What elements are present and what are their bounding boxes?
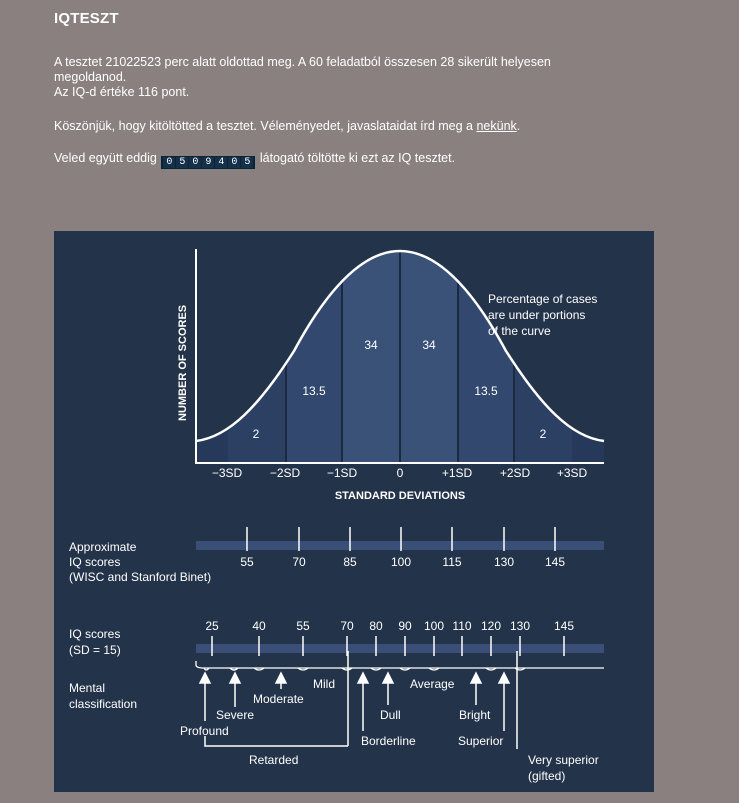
visitors-paragraph: [54, 151, 614, 169]
class-bright: Bright: [459, 708, 491, 722]
thanks-paragraph: [54, 119, 614, 134]
visitors-text-after: látogató töltötte ki ezt az IQ tesztet.: [259, 151, 456, 165]
iq-score: 110: [452, 619, 472, 633]
class-severe: Severe: [216, 708, 255, 722]
approx-score: 85: [343, 555, 357, 569]
bell-curve-diagram: [54, 231, 654, 792]
visitors-text-before: Veled együtt eddig: [54, 151, 157, 165]
region-pct: 2: [539, 427, 547, 441]
region-pct: 2: [252, 427, 260, 441]
classification-brace: [196, 661, 604, 668]
result-time-text: A tesztet 21022523 perc alatt oldottad meg. A 60 feladatból összesen 28 sikerült helyesen megoldanod.: [54, 55, 551, 84]
curve-note-line: of the curve: [488, 324, 551, 338]
approx-score: 100: [390, 555, 412, 569]
approx-label-line: IQ scores: [69, 555, 121, 569]
iq-score: 100: [423, 619, 445, 633]
iq-score: 70: [340, 619, 354, 633]
class-mild: Mild: [313, 677, 336, 691]
sd-tick-label: +2SD: [499, 466, 531, 480]
class-borderline: Borderline: [361, 734, 416, 748]
region-right-13: [458, 231, 514, 463]
counter-digit: 4: [215, 157, 227, 168]
iq-score: 90: [398, 619, 412, 633]
approx-score: 130: [493, 555, 515, 569]
class-profound: Profound: [180, 724, 229, 738]
curve-note-line: are under portions: [488, 308, 586, 322]
class-dull: Dull: [380, 708, 401, 722]
iq-label-line: IQ scores: [69, 627, 121, 641]
region-pct: 13.5: [302, 384, 326, 398]
iq-score: 80: [369, 619, 383, 633]
region-pct: 13.5: [474, 384, 498, 398]
iq-score: 130: [509, 619, 531, 633]
class-average: Average: [410, 677, 455, 691]
approx-label-line: (WISC and Stanford Binet): [69, 570, 212, 584]
approx-score: 70: [292, 555, 306, 569]
iq-distribution-figure: [54, 231, 654, 792]
counter-digit: 5: [241, 157, 253, 168]
page-title: IQTESZT: [54, 10, 119, 27]
class-moderate: Moderate: [253, 692, 304, 706]
region-pct: 34: [364, 338, 378, 352]
sd-tick-label: +1SD: [441, 466, 473, 480]
approx-scale-band: [196, 541, 604, 550]
sd-tick-label: −1SD: [326, 466, 358, 480]
x-axis-label: STANDARD DEVIATIONS: [334, 490, 466, 502]
iq-score: 40: [252, 619, 266, 633]
approx-score: 115: [442, 555, 462, 569]
class-very-superior: Very superior: [528, 753, 599, 767]
counter-digit: 9: [202, 157, 214, 168]
sd-tick-label: +3SD: [556, 466, 588, 480]
iq-score: 55: [296, 619, 310, 633]
counter-digit: 0: [228, 157, 240, 168]
approx-score: 145: [544, 555, 566, 569]
iq-score-text: Az IQ-d értéke 116 pont.: [54, 85, 190, 99]
iq-label-line: (SD = 15): [69, 643, 121, 657]
counter-digit: 0: [163, 157, 175, 168]
class-retarded: Retarded: [249, 753, 299, 767]
counter-digit: 5: [176, 157, 188, 168]
counter-digit: 0: [189, 157, 201, 168]
visitor-counter: [161, 156, 255, 169]
class-superior: Superior: [458, 734, 504, 748]
iq-score: 25: [205, 619, 219, 633]
classification-label-line: classification: [69, 697, 138, 711]
sd-tick-label: 0: [396, 466, 404, 480]
iq-score: 145: [553, 619, 575, 633]
sd-tick-label: −3SD: [211, 466, 243, 480]
approx-label-line: Approximate: [69, 540, 137, 554]
y-axis-label: NUMBER OF SCORES: [177, 304, 189, 421]
iq-scale-band: [196, 644, 604, 653]
result-paragraph: [54, 55, 614, 100]
sd-tick-label: −2SD: [269, 466, 301, 480]
classification-label-line: Mental: [69, 681, 106, 695]
thanks-end: .: [516, 119, 521, 133]
region-left-13: [286, 231, 342, 463]
iq-score: 120: [480, 619, 502, 633]
contact-link[interactable]: nekünk: [476, 119, 517, 133]
thanks-text: Köszönjük, hogy kitöltötted a tesztet. Véleményedet, javaslataidat írd meg a: [54, 119, 477, 133]
curve-note-line: Percentage of cases: [488, 292, 598, 306]
region-pct: 34: [422, 338, 436, 352]
approx-score: 55: [240, 555, 254, 569]
class-very-superior-note: (gifted): [528, 769, 566, 783]
